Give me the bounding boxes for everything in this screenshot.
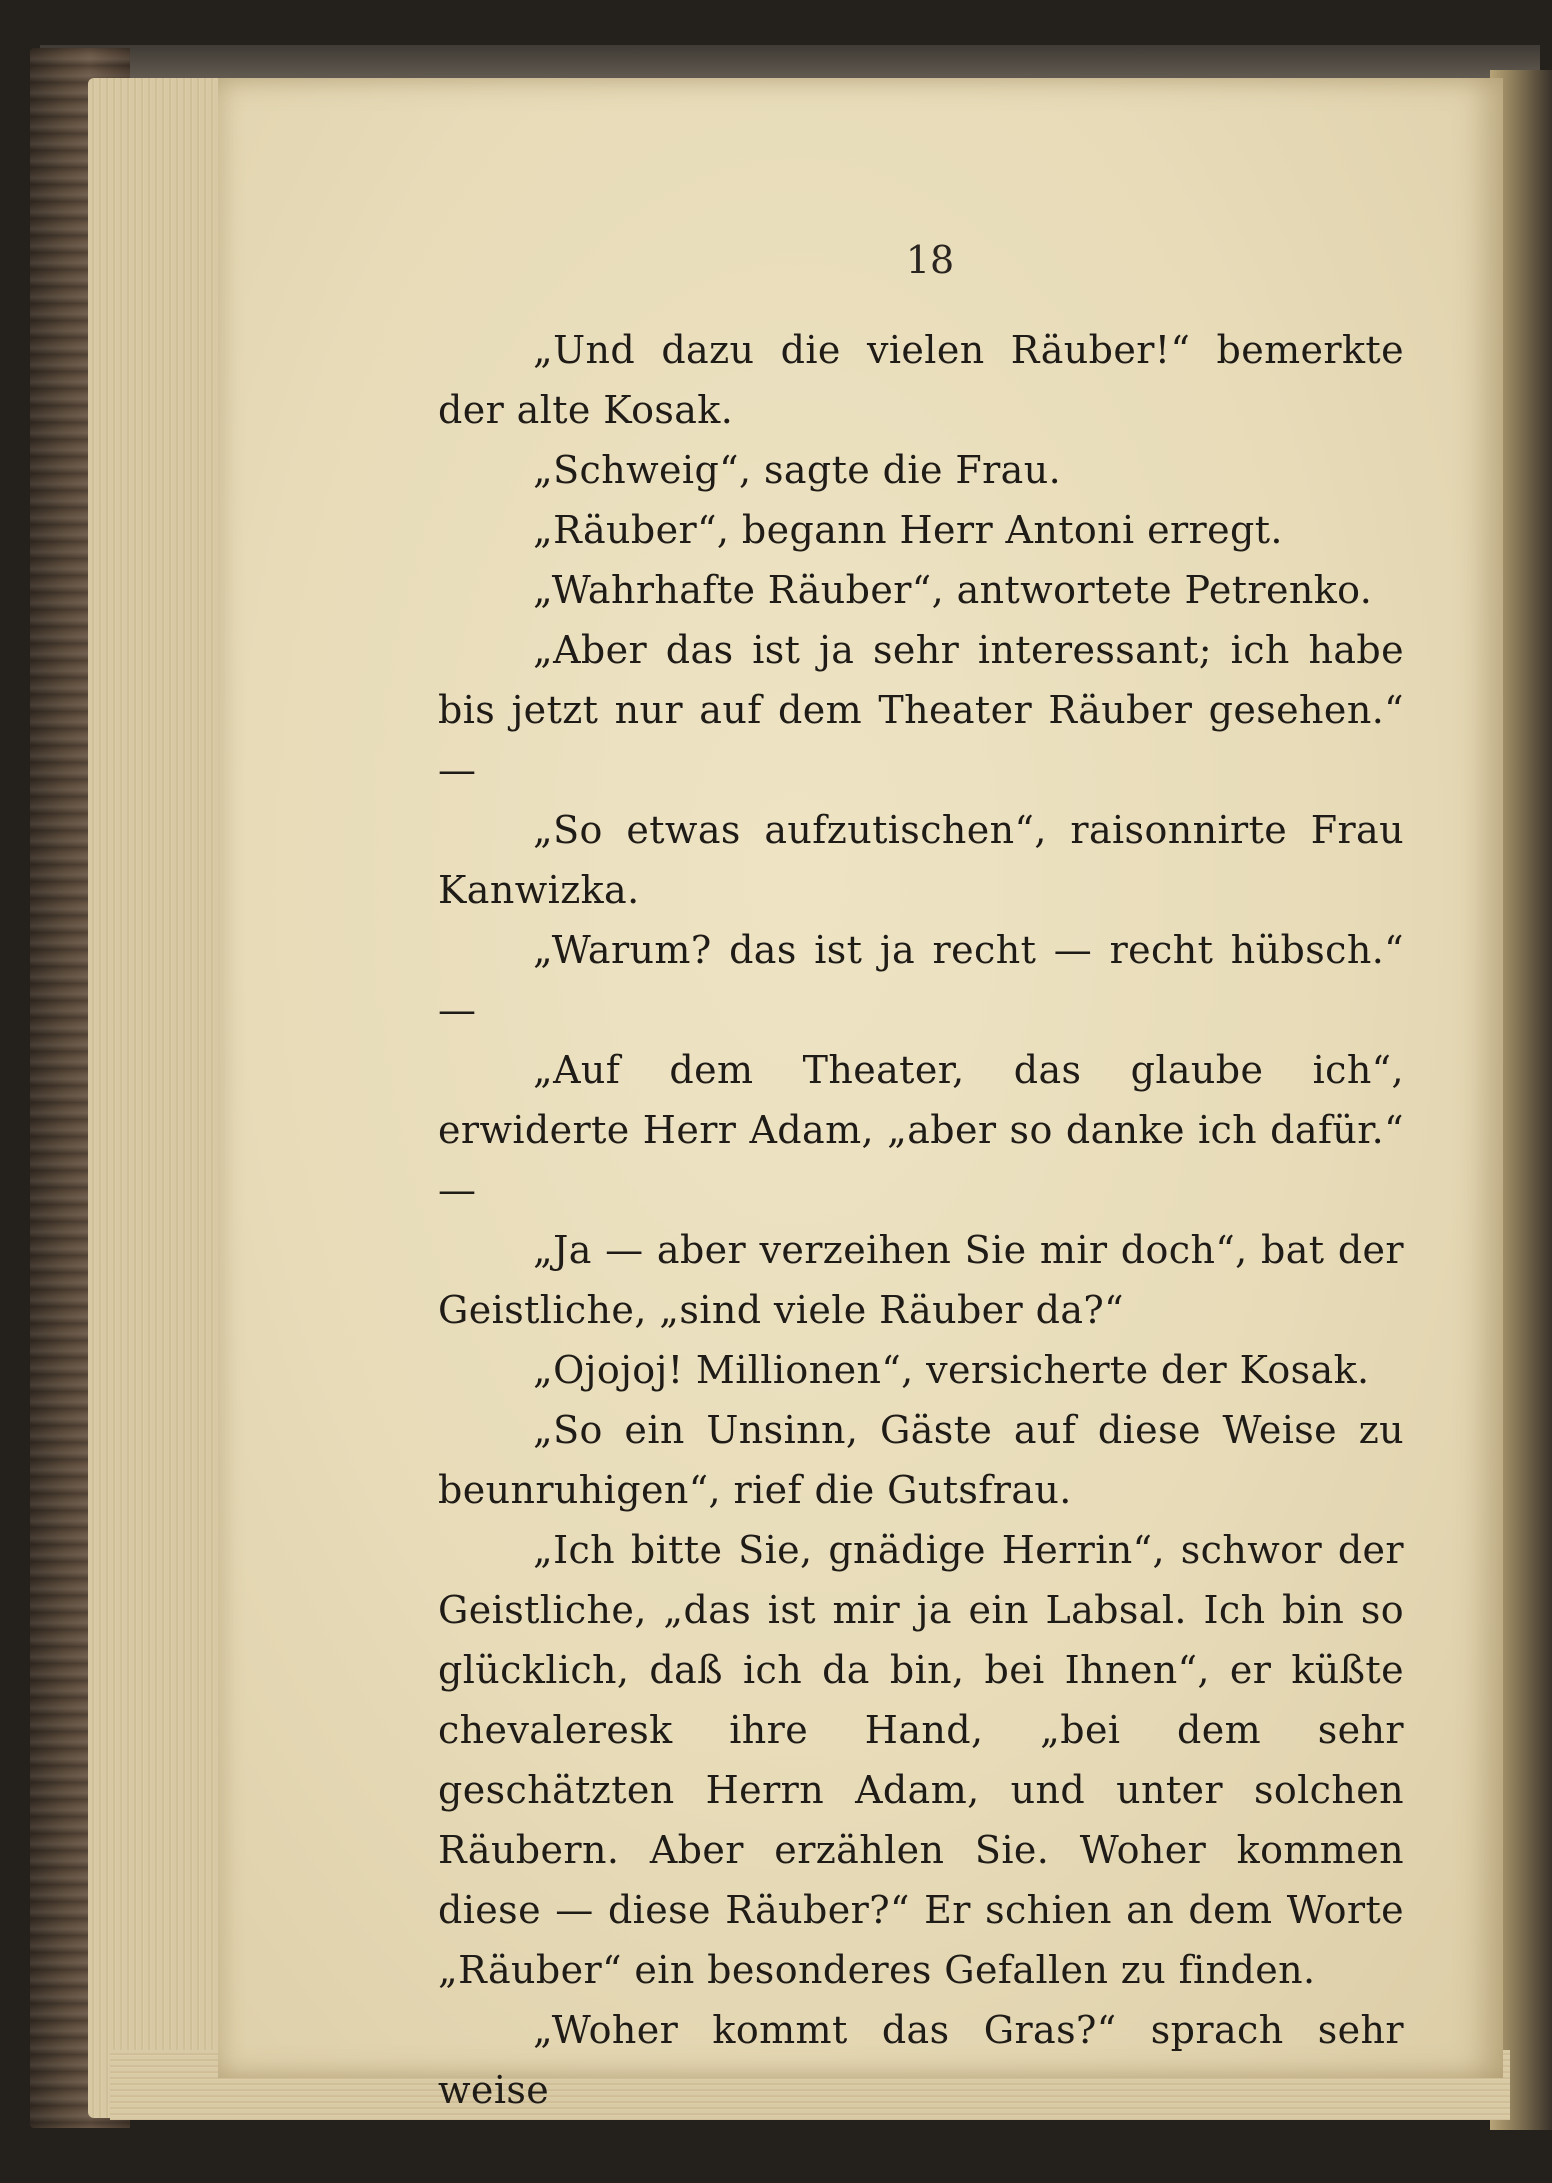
paragraph: „Warum? das ist ja recht — recht hübsch.“ —: [438, 928, 1404, 1032]
paragraph: „So etwas aufzutischen“, raisonnirte Frau Kanwizka.: [438, 808, 1404, 912]
page-number: 18: [905, 238, 955, 282]
paragraph: „Ja — aber verzeihen Sie mir doch“, bat der Geistliche, „sind viele Räuber da?“: [438, 1228, 1404, 1332]
page-text: [438, 320, 1404, 2120]
paragraph: „Ojojoj! Millionen“, versicherte der Kosak.: [533, 1348, 1370, 1392]
paragraph: „Ich bitte Sie, gnädige Herrin“, schwor der Geistliche, „das ist mir ja ein Labsal. Ich bin so glücklich, daß ich da bin, bei Ihnen“, er küßte chevaleresk ihre Hand, „bei dem sehr geschätzten Herrn Adam, und unter solchen Räubern. Aber erzählen Sie. Woher kommen diese — diese Räuber?“ Er schien an dem Worte „Räuber“ ein besonderes Gefallen zu finden.: [438, 1528, 1404, 1992]
paragraph: „Woher kommt das Gras?“ sprach sehr weise: [438, 2008, 1404, 2112]
paragraph: „Wahrhafte Räuber“, antwortete Petrenko.: [533, 568, 1373, 612]
paragraph: „Schweig“, sagte die Frau.: [533, 448, 1062, 492]
paragraph: „Und dazu die vielen Räuber!“ bemerkte der alte Kosak.: [438, 328, 1404, 432]
paragraph: „Räuber“, begann Herr Antoni erregt.: [533, 508, 1283, 552]
paragraph: „Auf dem Theater, das glaube ich“, erwiderte Herr Adam, „aber so danke ich dafür.“ —: [438, 1048, 1404, 1212]
paragraph: „So ein Unsinn, Gäste auf diese Weise zu beunruhigen“, rief die Gutsfrau.: [438, 1408, 1404, 1512]
paragraph: „Aber das ist ja sehr interessant; ich habe bis jetzt nur auf dem Theater Räuber gesehen.“ —: [438, 628, 1404, 792]
